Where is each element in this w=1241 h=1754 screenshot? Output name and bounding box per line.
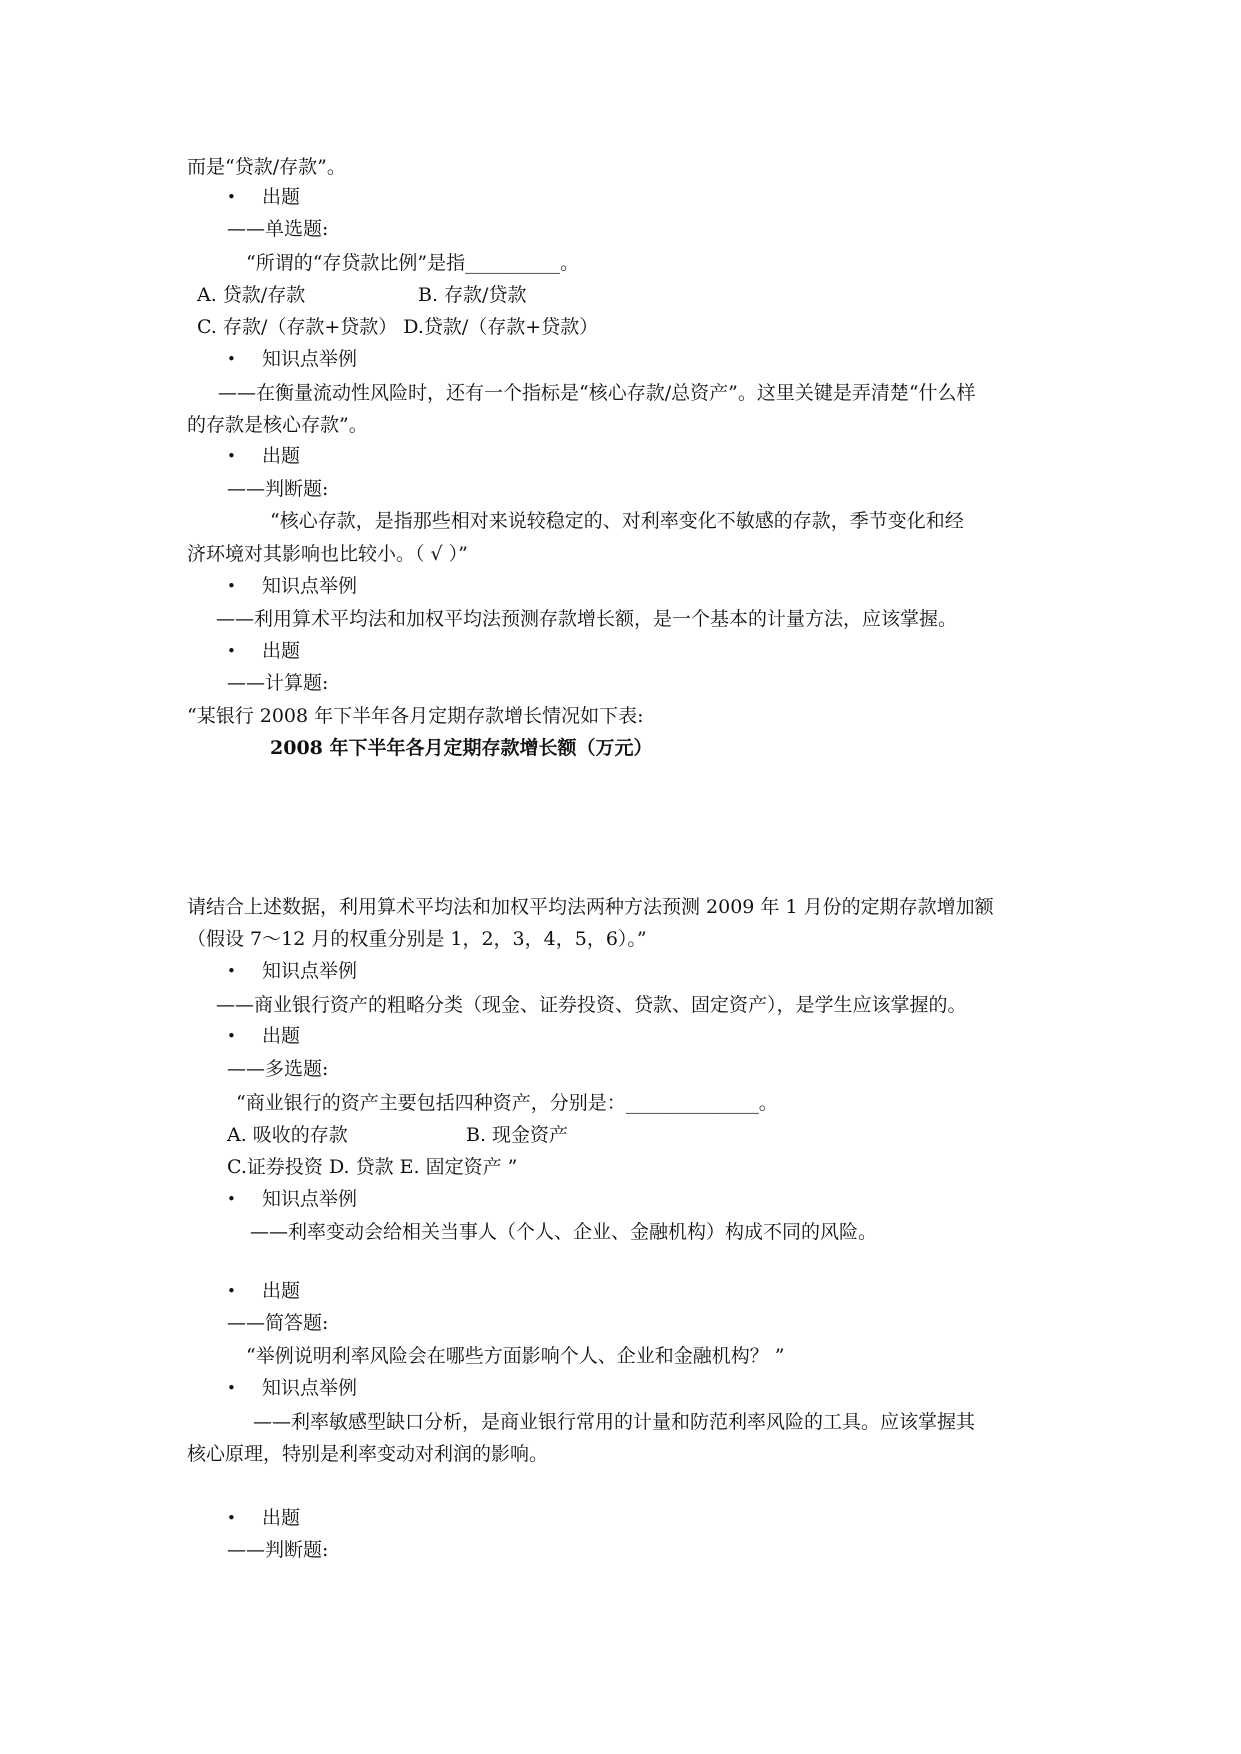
section-heading: 知识点举例 [262,575,358,597]
section-heading: 出题 [262,1025,301,1047]
question-text: （假设 7～12 月的权重分别是 1，2，3，4，5，6）。” [187,928,647,950]
section-heading: 出题 [262,186,301,208]
bullet-icon: • [227,1379,236,1397]
option-text: C. 存款/（存款+贷款） D.贷款/（存款+贷款） [197,316,599,338]
text-line: 而是“贷款/存款”。 [187,156,346,178]
question-text: 请结合上述数据，利用算术平均法和加权平均法两种方法预测 2009 年 1 月份的定期存款增加额 [187,896,994,918]
paragraph-line: ——利率敏感型缺口分析，是商业银行常用的计量和防范利率风险的工具。应该掌握其 [253,1411,976,1433]
bullet-icon: • [227,350,236,368]
section-heading: 出题 [262,1280,301,1302]
section-heading: 知识点举例 [262,960,358,982]
section-heading: 知识点举例 [262,1377,358,1399]
section-heading: 知识点举例 [262,1188,358,1210]
section-heading: 出题 [262,640,301,662]
question-text: “核心存款，是指那些相对来说较稳定的、对利率变化不敏感的存款，季节变化和经 [270,510,964,532]
paragraph-line: ——商业银行资产的粗略分类（现金、证券投资、贷款、固定资产），是学生应该掌握的。 [216,994,967,1016]
bullet-icon: • [227,1509,236,1527]
bullet-icon: • [227,1027,236,1045]
bullet-icon: • [227,577,236,595]
paragraph-line: ——利用算术平均法和加权平均法预测存款增长额，是一个基本的计量方法，应该掌握。 [216,608,958,630]
question-type: ——判断题: [227,1539,329,1561]
question-type: ——单选题: [227,218,329,240]
bullet-icon: • [227,447,236,465]
section-heading: 出题 [262,445,301,467]
paragraph-line: 的存款是核心存款”。 [187,414,368,436]
table-caption: 2008 年下半年各月定期存款增长额（万元） [270,737,653,759]
question-text: “所谓的“存贷款比例”是指__________。 [246,252,580,274]
option-text: A. 吸收的存款 [227,1124,348,1146]
bullet-icon: • [227,188,236,206]
question-type: ——简答题: [227,1312,329,1334]
question-type: ——计算题: [227,672,329,694]
paragraph-line: ——利率变动会给相关当事人（个人、企业、金融机构）构成不同的风险。 [250,1221,878,1243]
section-heading: 知识点举例 [262,348,358,370]
question-text: “商业银行的资产主要包括四种资产，分别是：______________。 [236,1092,778,1114]
bullet-icon: • [227,642,236,660]
bullet-icon: • [227,1282,236,1300]
question-type: ——多选题: [227,1058,329,1080]
option-text: A. 贷款/存款 [197,284,306,306]
option-text: C.证券投资 D. 贷款 E. 固定资产 ” [227,1156,518,1178]
question-text: “某银行 2008 年下半年各月定期存款增长情况如下表: [187,705,644,727]
option-text: B. 存款/贷款 [418,284,527,306]
bullet-icon: • [227,962,236,980]
option-text: B. 现金资产 [466,1124,569,1146]
question-text: “举例说明利率风险会在哪些方面影响个人、企业和金融机构？ ” [246,1345,785,1367]
bullet-icon: • [227,1190,236,1208]
question-text: 济环境对其影响也比较小。（ √ ）” [187,543,468,565]
paragraph-line: 核心原理，特别是利率变动对利润的影响。 [187,1443,549,1465]
paragraph-line: ——在衡量流动性风险时，还有一个指标是“核心存款/总资产”。这里关键是弄清楚“什么样 [218,382,976,404]
question-type: ——判断题: [227,478,329,500]
section-heading: 出题 [262,1507,301,1529]
